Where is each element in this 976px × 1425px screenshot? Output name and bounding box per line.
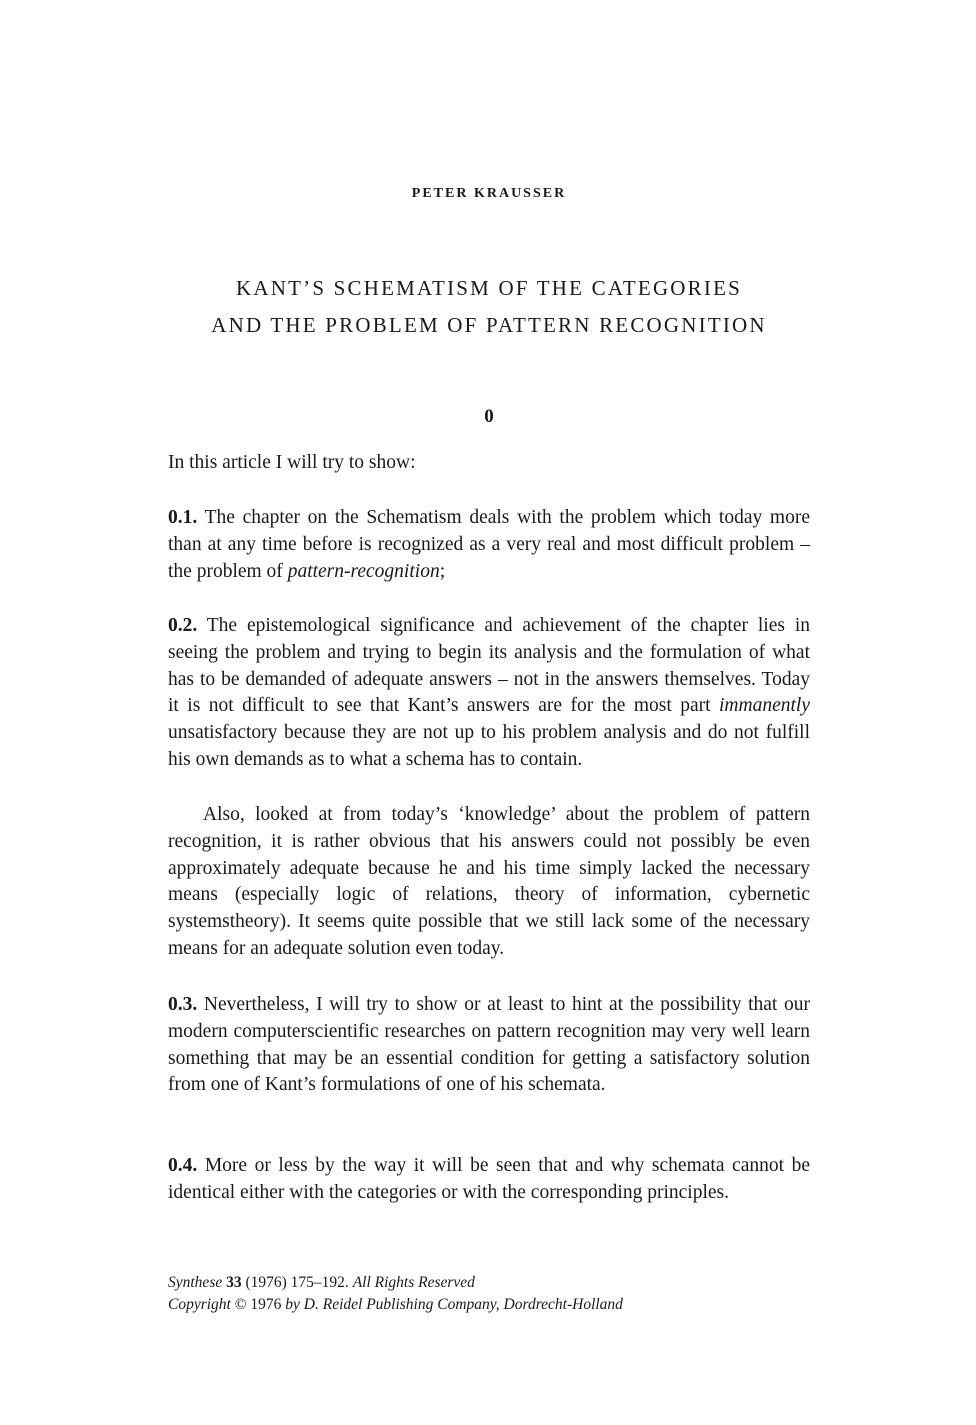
year-pages: (1976) 175–192. [241, 1274, 353, 1291]
copyright-label: Copyright [168, 1296, 235, 1313]
paragraph-text: ; [439, 560, 446, 582]
paragraph-number: 0.3. [168, 994, 198, 1015]
copyright-line [168, 1294, 810, 1316]
emphasis-text: immanently [719, 695, 810, 717]
paragraph-text: Nevertheless, I will try to show or at least to hint at the possibility that our modern computerscientific researches on pattern recognition may very well learn something that may be an essential condition for getting a satisfactory solution from one of Kant’s formulations of one of his schemata. [168, 994, 810, 1096]
paragraph-number: 0.2. [168, 615, 198, 636]
author-name: PETER KRAUSSER [411, 186, 567, 201]
intro-paragraph: In this article I will try to show: [168, 452, 416, 473]
publication-footer [168, 1272, 810, 1316]
paragraph-0-2-continued: Also, looked at from today’s ‘knowledge’ about the problem of pattern recognition, it is rather obvious that his answers could not possibly be even approximately adequate because he and his time simply lacked the necessary means (especially logic of relations, theory of information, cybernetic systemstheory). It seems quite possible that we still lack some of the necessary means for an adequate solution even today. [168, 804, 810, 959]
paragraph-text: unsatisfactory because they are not up to his problem analysis and do not fulfill his own demands as to what a schema has to contain. [168, 722, 810, 770]
emphasis-text: pattern-recognition [287, 560, 440, 582]
paragraph-0-2 [168, 613, 810, 774]
paragraph-text: More or less by the way it will be seen that and why schemata cannot be identical either with the categories or with the corresponding principles. [168, 1155, 810, 1203]
paragraph-number: 0.1. [168, 507, 198, 528]
publisher-text: by D. Reidel Publishing Company, Dordrecht-Holland [285, 1296, 623, 1313]
paragraph-text: The epistemological significance and achievement of the chapter lies in seeing the problem and trying to begin its analysis and the formulation of what has to be demanded of adequate answers – not in the answers themselves. Today it is not difficult to see that Kant’s answers are for the most part [168, 615, 810, 717]
article-title [148, 270, 830, 344]
paragraph-0-1 [168, 505, 810, 585]
section-number: 0 [484, 406, 494, 427]
copyright-year: 1976 [246, 1296, 286, 1313]
title-line-1: KANT’S SCHEMATISM OF THE CATEGORIES [236, 276, 742, 300]
citation-line [168, 1272, 810, 1294]
title-line-2: AND THE PROBLEM OF PATTERN RECOGNITION [211, 313, 767, 337]
copyright-symbol: © [234, 1296, 247, 1313]
rights-text: All Rights Reserved [352, 1274, 475, 1291]
journal-name: Synthese [168, 1274, 223, 1291]
paragraph-0-3 [168, 992, 810, 1099]
paragraph-number: 0.4. [168, 1155, 198, 1176]
paragraph-0-4 [168, 1153, 810, 1207]
journal-volume: 33 [226, 1274, 242, 1291]
paragraph-text: The chapter on the Schematism deals with the problem which today more than at any time before is recognized as a very real and most difficult problem – the problem of [168, 507, 810, 582]
